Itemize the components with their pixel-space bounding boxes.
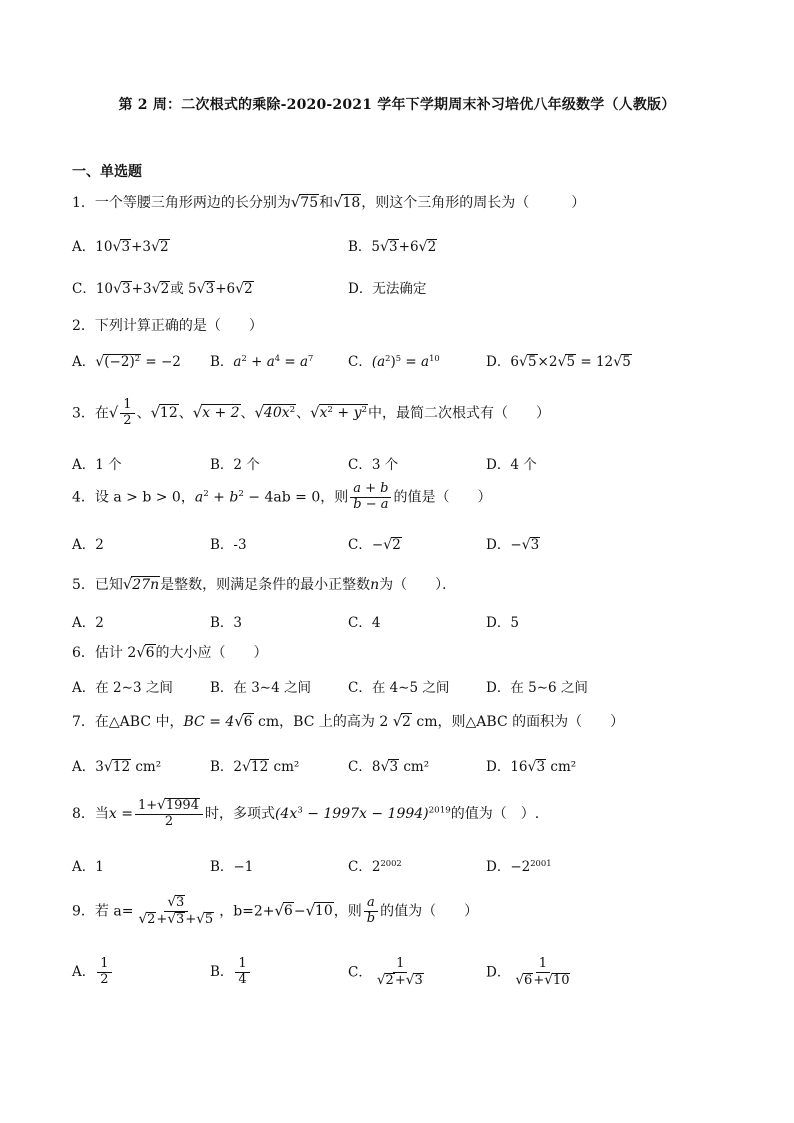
question-9: 9．若 a= $\frac{√3}{√2+√3+√5}$ ，b=2+√6−√10，则 $\frac{a}{b}$ 的值为（ ）: [72, 894, 479, 927]
q4-option-d[interactable]: D．−√3: [486, 537, 540, 553]
q7-option-a[interactable]: A．3√12 cm²: [72, 759, 162, 775]
question-5: 5．已知√27n是整数，则满足条件的最小正整数n为（ ）．: [72, 576, 457, 593]
q1-option-d[interactable]: D．无法确定: [348, 281, 427, 297]
q2-option-d[interactable]: D．6√5×2√5 = 12√5: [486, 354, 631, 370]
q6-option-a[interactable]: A．在 2∼3 之间: [72, 680, 173, 696]
q2-option-c[interactable]: C．$(a^2)^5 = a^{10}$: [348, 352, 440, 370]
q1-option-c[interactable]: C．10√3+3√2或 5√3+6√2: [72, 281, 253, 297]
q8-option-b[interactable]: B．−1: [210, 859, 254, 875]
question-3: 3．在√ $\frac{1}{2}$ 、√12、√x + 2、$√40x^2$、$√x^2 + y^2$中，最简二次根式有（ ）: [72, 397, 551, 428]
q9-option-b[interactable]: B． $\frac{1}{4}$: [210, 957, 252, 988]
q5-option-d[interactable]: D．5: [486, 615, 519, 631]
q7-option-d[interactable]: D．16√3 cm²: [486, 759, 577, 775]
q7-option-c[interactable]: C．8√3 cm²: [348, 759, 430, 775]
q3-option-a[interactable]: A．1 个: [72, 457, 122, 473]
q2-option-b[interactable]: B．$a^2 + a^4 = a^7$: [210, 352, 314, 370]
question-4: 4．设 a > b > 0，$a^2 + b^2 - 4ab = 0$，则 $\frac{a + b}{b - a}$ 的值是（ ）: [72, 481, 492, 512]
q1-option-a[interactable]: A．10√3+3√2: [72, 239, 169, 255]
question-8: 8．当x = $\frac{1+√1994}{2}$ 时，多项式$(4x^3 - 1997x - 1994)^{2019}$的值为（ ）.: [72, 797, 540, 829]
question-2: 2．下列计算正确的是（ ）: [72, 318, 263, 334]
q9-option-d[interactable]: D． $\frac{1}{√6+√10}$: [486, 956, 570, 988]
question-1: 1．一个等腰三角形两边的长分别为√75和√18，则这个三角形的周长为（ ）: [72, 194, 586, 211]
q7-option-b[interactable]: B．2√12 cm²: [210, 759, 300, 775]
q6-option-d[interactable]: D．在 5∼6 之间: [486, 680, 588, 696]
q8-option-d[interactable]: D．$-2^{2001}$: [486, 857, 552, 875]
q4-option-b[interactable]: B．-3: [210, 537, 247, 553]
q5-option-c[interactable]: C．4: [348, 615, 381, 631]
question-6: 6．估计 2√6的大小应（ ）: [72, 644, 268, 661]
q1-option-b[interactable]: B．5√3+6√2: [348, 239, 437, 255]
q3-option-b[interactable]: B．2 个: [210, 457, 260, 473]
q4-option-a[interactable]: A．2: [72, 537, 104, 553]
question-7: 7．在△ABC 中，BC = 4√6 cm，BC 上的高为 2 √2 cm，则△ABC 的面积为（ ）: [72, 713, 625, 730]
q9-option-c[interactable]: C． $\frac{1}{√2+√3}$: [348, 956, 423, 988]
q3-option-c[interactable]: C．3 个: [348, 457, 399, 473]
q2-option-a[interactable]: A．$√(-2)^2 = -2$: [72, 352, 181, 370]
q5-option-a[interactable]: A．2: [72, 615, 104, 631]
q4-option-c[interactable]: C．−√2: [348, 537, 401, 553]
q8-option-a[interactable]: A．1: [72, 859, 104, 875]
q9-option-a[interactable]: A． $\frac{1}{2}$: [72, 957, 114, 988]
page-title: 第 2 周：二次根式的乘除-2020-2021 学年下学期周末补习培优八年级数学（人教版）: [118, 97, 676, 113]
section-heading: 一、单选题: [72, 164, 142, 180]
q5-option-b[interactable]: B．3: [210, 615, 243, 631]
q6-option-b[interactable]: B．在 3∼4 之间: [210, 680, 311, 696]
q8-option-c[interactable]: C．$2^{2002}$: [348, 857, 402, 875]
q3-option-d[interactable]: D．4 个: [486, 457, 537, 473]
q6-option-c[interactable]: C．在 4∼5 之间: [348, 680, 450, 696]
